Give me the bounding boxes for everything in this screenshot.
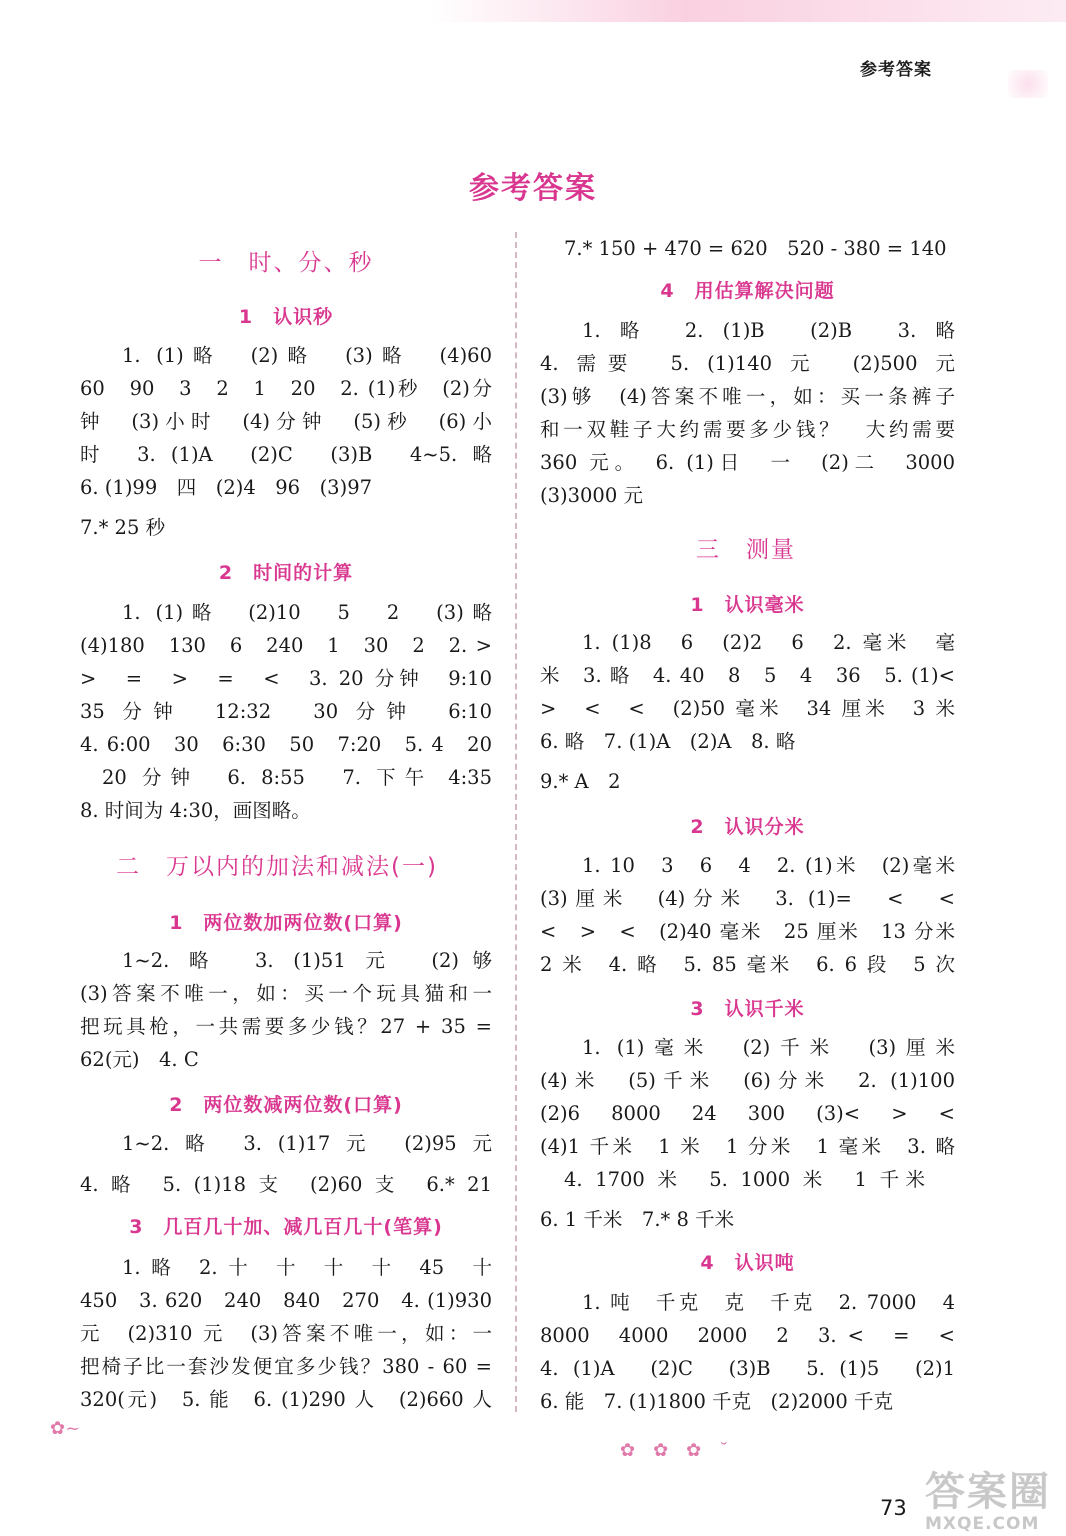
answer-block xyxy=(540,1286,955,1418)
answer-line: 米 3. 略 4. 40 8 5 4 36 5. (1)< xyxy=(540,664,955,687)
answer-block xyxy=(540,232,955,265)
answer-line: 把玩具枪，一共需要多少钱？27 + 35 = xyxy=(80,1015,492,1038)
section-heading: 1 两位数加两位数(口算) xyxy=(169,912,403,934)
answer-line: 1. 吨 千克 克 千克 2. 7000 4 xyxy=(582,1291,955,1314)
chapter-heading: 一 时、分、秒 xyxy=(198,250,374,276)
answer-line: 7.* 150 + 470 = 620 520 - 380 = 140 xyxy=(564,237,947,260)
answer-line: 1. (1)8 6 (2)2 6 2. 毫米 毫 xyxy=(582,631,955,654)
answer-line: 1~2. 略 3. (1)17 元 (2)95 元 xyxy=(122,1132,492,1155)
watermark-text: 答案圈 xyxy=(925,1469,1051,1515)
answer-line: 6. 能 7. (1)1800 千克 (2)2000 千克 xyxy=(540,1390,893,1413)
answer-line: 62(元) 4. C xyxy=(80,1048,199,1071)
answer-line: (4)1 千米 1 米 1 分米 1 毫米 3. 略 xyxy=(540,1135,955,1158)
answer-line: 20 分钟 6. 8:55 7. 下午 4:35 xyxy=(102,766,492,789)
answer-line: 1. (1)略 (2)10 5 2 (3)略 xyxy=(122,601,492,624)
column-divider xyxy=(515,232,517,1412)
running-header: 参考答案 xyxy=(860,60,932,80)
answer-line: 和一双鞋子大约需要多少钱？ 大约需要 xyxy=(540,418,955,441)
answer-line: (4)180 130 6 240 1 30 2 2. > xyxy=(80,634,492,657)
answer-line: 6. (1)99 四 (2)4 96 (3)97 xyxy=(80,476,373,499)
answer-block xyxy=(80,1127,492,1201)
answer-block xyxy=(540,626,955,758)
answer-line: 2 米 4. 略 5. 85 毫米 6. 6 段 5 次 xyxy=(540,953,955,976)
section-heading: 2 认识分米 xyxy=(690,816,805,838)
chapter-heading: 二 万以内的加法和减法(一) xyxy=(116,854,438,880)
answer-line: (3)厘米 (4)分米 3. (1)= < < xyxy=(540,887,955,910)
answer-line: 9.* A 2 xyxy=(540,770,621,793)
answer-line: 1. (1)毫米 (2)千米 (3)厘米 xyxy=(582,1036,955,1059)
flower-decoration: ✿✿✿˘ xyxy=(620,1440,747,1461)
answer-line: 8. 时间为 4:30，画图略。 xyxy=(80,799,311,822)
answer-line: > = > = < 3. 20 分钟 9:10 xyxy=(80,667,492,690)
answer-line: 4. 1700 米 5. 1000 米 1 千米 xyxy=(564,1168,925,1191)
answer-line: < > < (2)40 毫米 25 厘米 13 分米 xyxy=(540,920,955,943)
answer-line: 时 3. (1)A (2)C (3)B 4~5. 略 xyxy=(80,443,492,466)
answer-line: 320(元) 5. 能 6. (1)290 人 (2)660 人 xyxy=(80,1388,492,1411)
answer-block xyxy=(540,765,955,798)
answer-block xyxy=(80,511,492,544)
watermark-url: MXQE.COM xyxy=(925,1514,1040,1534)
section-heading: 2 时间的计算 xyxy=(218,562,354,584)
answer-block xyxy=(80,1251,492,1416)
answer-line: 4. (1)A (2)C (3)B 5. (1)5 (2)1 xyxy=(540,1357,955,1380)
section-heading: 1 认识毫米 xyxy=(690,594,805,616)
answer-line: > < < (2)50 毫米 34 厘米 3 米 xyxy=(540,697,955,720)
page-number: 73 xyxy=(880,1496,907,1520)
answer-line: 7.* 25 秒 xyxy=(80,516,166,539)
answer-line: 4. 需要 5. (1)140 元 (2)500 元 xyxy=(540,352,955,375)
answer-line: 1. 略 2. (1)B (2)B 3. 略 xyxy=(582,319,955,342)
section-heading: 4 认识吨 xyxy=(700,1252,795,1274)
page-title: 参考答案 xyxy=(469,171,597,206)
answer-line: (4)米 (5)千米 (6)分米 2. (1)100 xyxy=(540,1069,955,1092)
answer-block xyxy=(540,1031,955,1196)
answer-block xyxy=(540,314,955,512)
corner-decoration xyxy=(1008,70,1048,98)
section-heading: 2 两位数减两位数(口算) xyxy=(169,1094,403,1116)
answer-block xyxy=(80,339,492,504)
flower-decoration: ✿~ xyxy=(50,1418,81,1439)
answer-line: 1. 10 3 6 4 2. (1)米 (2)毫米 xyxy=(582,854,955,877)
answer-line: 60 90 3 2 1 20 2. (1)秒 (2)分 xyxy=(80,377,492,400)
answer-line: 360 元。 6. (1)日 一 (2)二 3000 xyxy=(540,451,955,474)
answer-block xyxy=(80,944,492,1076)
section-heading: 3 几百几十加、减几百几十(笔算) xyxy=(129,1216,443,1238)
answer-line: 元 (2)310 元 (3)答案不唯一，如：一 xyxy=(80,1322,492,1345)
chapter-heading: 三 测量 xyxy=(696,537,796,563)
answer-line: (2)6 8000 24 300 (3)< > < xyxy=(540,1102,955,1125)
answer-line: 把椅子比一套沙发便宜多少钱？380 - 60 = xyxy=(80,1355,492,1378)
section-heading: 3 认识千米 xyxy=(690,998,805,1020)
answer-line: 35 分钟 12:32 30 分钟 6:10 xyxy=(80,700,492,723)
answer-line: 4. 略 5. (1)18 支 (2)60 支 6.* 21 xyxy=(80,1173,492,1196)
top-decoration xyxy=(430,0,1066,22)
answer-line: 1. 略 2. 十 十 十 十 45 十 xyxy=(122,1256,492,1279)
answer-line: 6. 略 7. (1)A (2)A 8. 略 xyxy=(540,730,796,753)
section-heading: 1 认识秒 xyxy=(238,306,334,328)
answer-line: 1. (1)略 (2)略 (3)略 (4)60 xyxy=(122,344,492,367)
answer-block xyxy=(540,849,955,981)
answer-line: 4. 6:00 30 6:30 50 7:20 5. 4 20 xyxy=(80,733,492,756)
answer-line: 6. 1 千米 7.* 8 千米 xyxy=(540,1208,735,1231)
answer-line: (3)答案不唯一，如：买一个玩具猫和一 xyxy=(80,982,492,1005)
answer-line: 8000 4000 2000 2 3. < = < xyxy=(540,1324,955,1347)
watermark xyxy=(925,1470,1055,1534)
answer-line: (3)够 (4)答案不唯一，如：买一条裤子 xyxy=(540,385,955,408)
section-heading: 4 用估算解决问题 xyxy=(660,280,835,302)
answer-block xyxy=(540,1203,955,1236)
answer-line: 钟 (3)小时 (4)分钟 (5)秒 (6)小 xyxy=(80,410,492,433)
answer-block xyxy=(80,596,492,827)
answer-line: (3)3000 元 xyxy=(540,484,643,507)
answer-line: 1~2. 略 3. (1)51 元 (2)够 xyxy=(122,949,492,972)
answer-line: 450 3. 620 240 840 270 4. (1)930 xyxy=(80,1289,492,1312)
